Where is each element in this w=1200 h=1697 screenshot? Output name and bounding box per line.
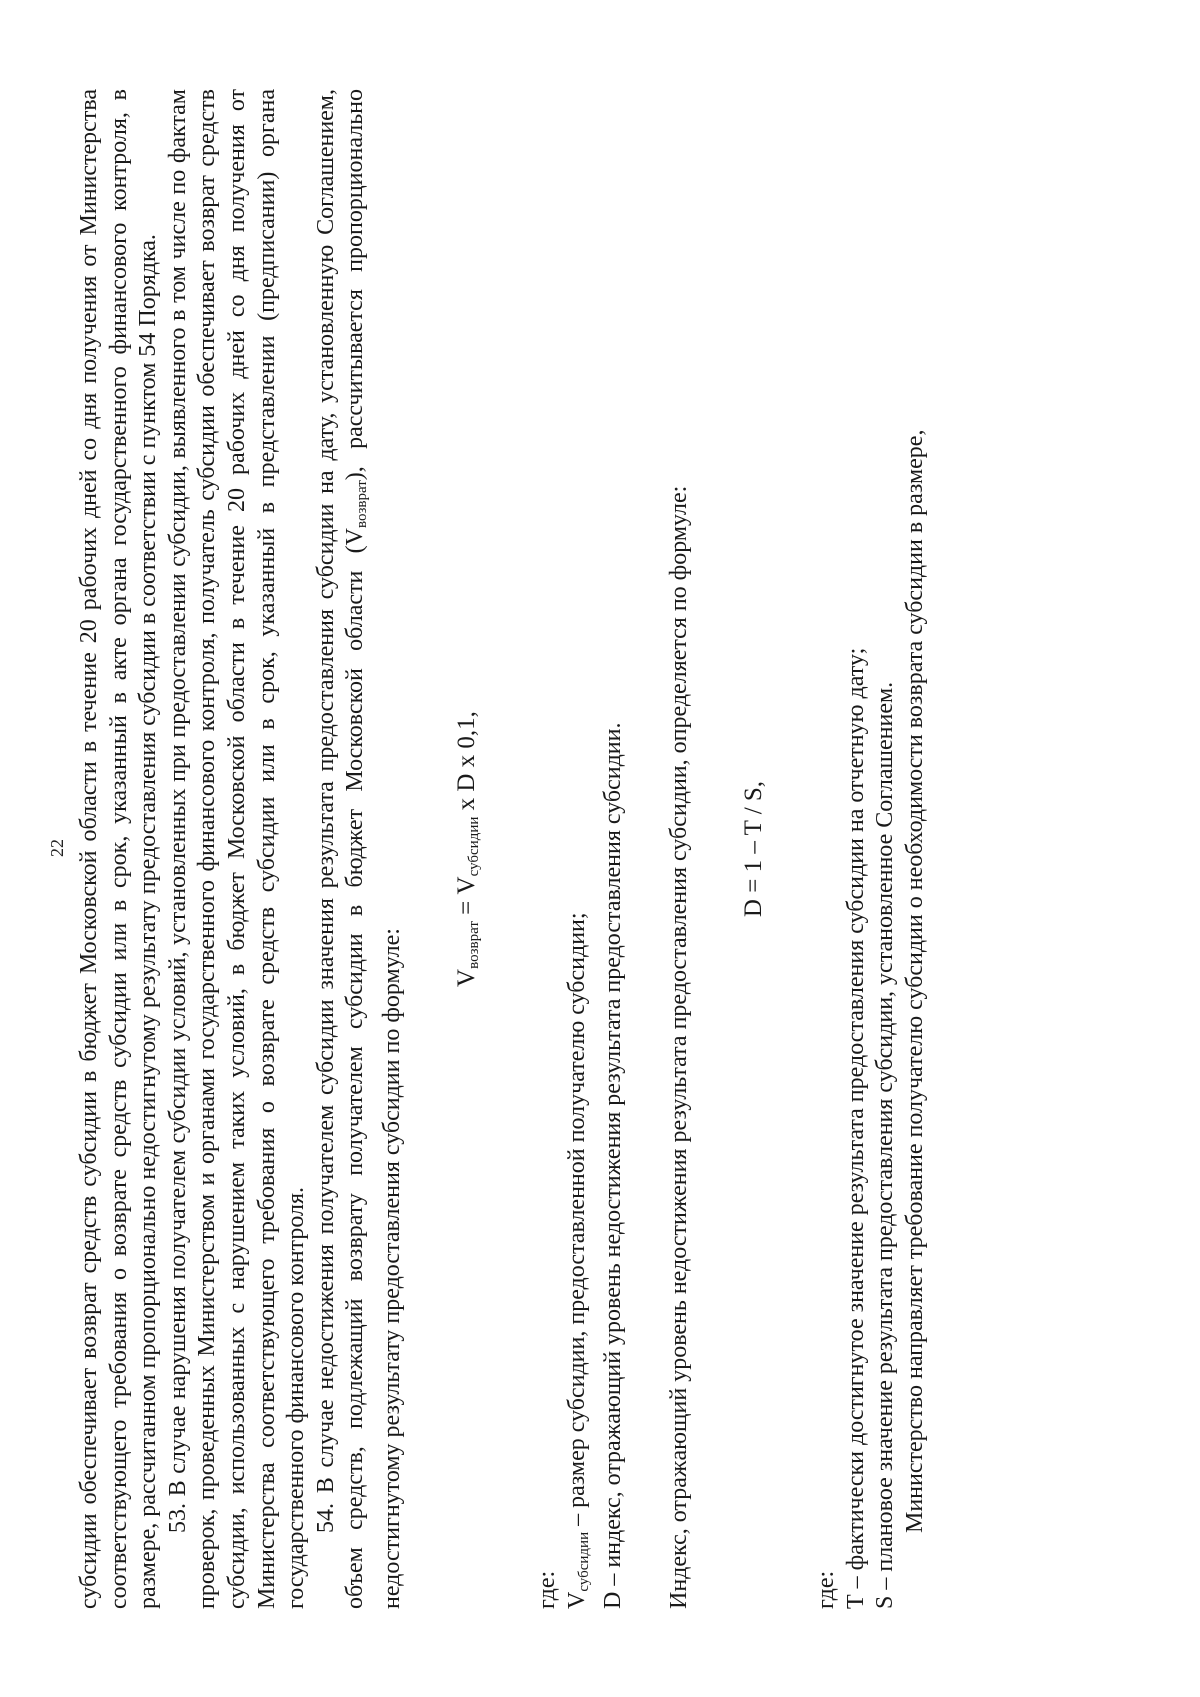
formula-equals: = bbox=[452, 894, 480, 922]
definition-d: D – индекс, отражающий уровень недостижения результата предоставления субсидии. bbox=[600, 722, 627, 1609]
spacer bbox=[629, 89, 665, 1609]
paragraph-53: 53. В случае нарушения получателем субсидии условий, установленных при предоставлении субсидии, выявленного в том числе по фактам проверок, проведенных Министерством и органами государственного финансового контроля, получатель субсидии обеспечивает возврат средств субсидии, использованных с нарушением таких условий, в бюджет Московской области в течение 20 рабочих дней со дня получения от Министерства соответствующего требования о возврате средств субсидии или в срок, указанный в представлении (предписании) органа государственного финансового контроля. bbox=[164, 89, 310, 1609]
definition-t: Т – фактически достигнутое значение результата предоставления субсидии на отчетную дату; bbox=[842, 647, 869, 1609]
paragraph-54 bbox=[312, 89, 408, 1609]
formula-lhs-subscript: возврат bbox=[465, 921, 482, 969]
formula-v-return bbox=[452, 89, 490, 1609]
formula-rhs-subscript: субсидии bbox=[465, 816, 482, 877]
paragraph-54-start: 54. В случае недостижения получателем субсидии значения результата предоставления субсидии на дату, установленную Соглашением, объем средств, подлежащий возврату получателем субсидии в бюджет Московской области (V bbox=[312, 89, 369, 1609]
def-v-var: V bbox=[563, 1591, 590, 1609]
paragraph-last: Министерство направляет требование получателю субсидии о необходимости возврата субсидии в размере, bbox=[901, 429, 928, 1533]
paragraph-54-subscript: возврат bbox=[354, 480, 371, 528]
definition-v-subsidy bbox=[563, 89, 600, 1609]
formula-d: D = 1 – T / S, bbox=[739, 780, 767, 918]
definition-s: S – плановое значение результата предоставления субсидии, установленное Соглашением. bbox=[872, 681, 899, 1609]
formula-lhs-var: V bbox=[452, 968, 480, 987]
def-v-text: – размер субсидии, предоставленной получателю субсидии; bbox=[563, 912, 590, 1532]
paragraph-intro: субсидии обеспечивает возврат средств субсидии в бюджет Московской области в течение 20 рабочих дней со дня получения от Министерства соответствующего требования о возврате средств субсидии или в срок, указанный в акте органа государственного финансового контроля, в размере, рассчитанном пропорционально недостигнутому результату предоставления субсидии в соответствии с пунктом 54 Порядка. bbox=[76, 89, 162, 1609]
where-label-1: где: bbox=[534, 1570, 561, 1609]
where-label-2: где: bbox=[813, 1570, 840, 1609]
formula-rhs-var: V bbox=[452, 876, 480, 895]
definitions-block-2 bbox=[812, 89, 901, 1609]
definitions-block-1 bbox=[533, 89, 629, 1609]
page-number: 22 bbox=[46, 839, 67, 857]
def-v-subscript: субсидии bbox=[575, 1531, 592, 1592]
rotated-content-frame bbox=[75, 89, 1125, 1609]
paragraph-54-end: ), рассчитывается пропорционально недостигнутому результату предоставления субсидии по формуле: bbox=[342, 89, 405, 1609]
index-intro: Индекс, отражающий уровень недостижения результата предоставления субсидии, определяется по формуле: bbox=[665, 485, 692, 1609]
formula-rhs-rest: x D x 0,1, bbox=[452, 711, 480, 817]
document-body bbox=[75, 89, 1125, 1609]
